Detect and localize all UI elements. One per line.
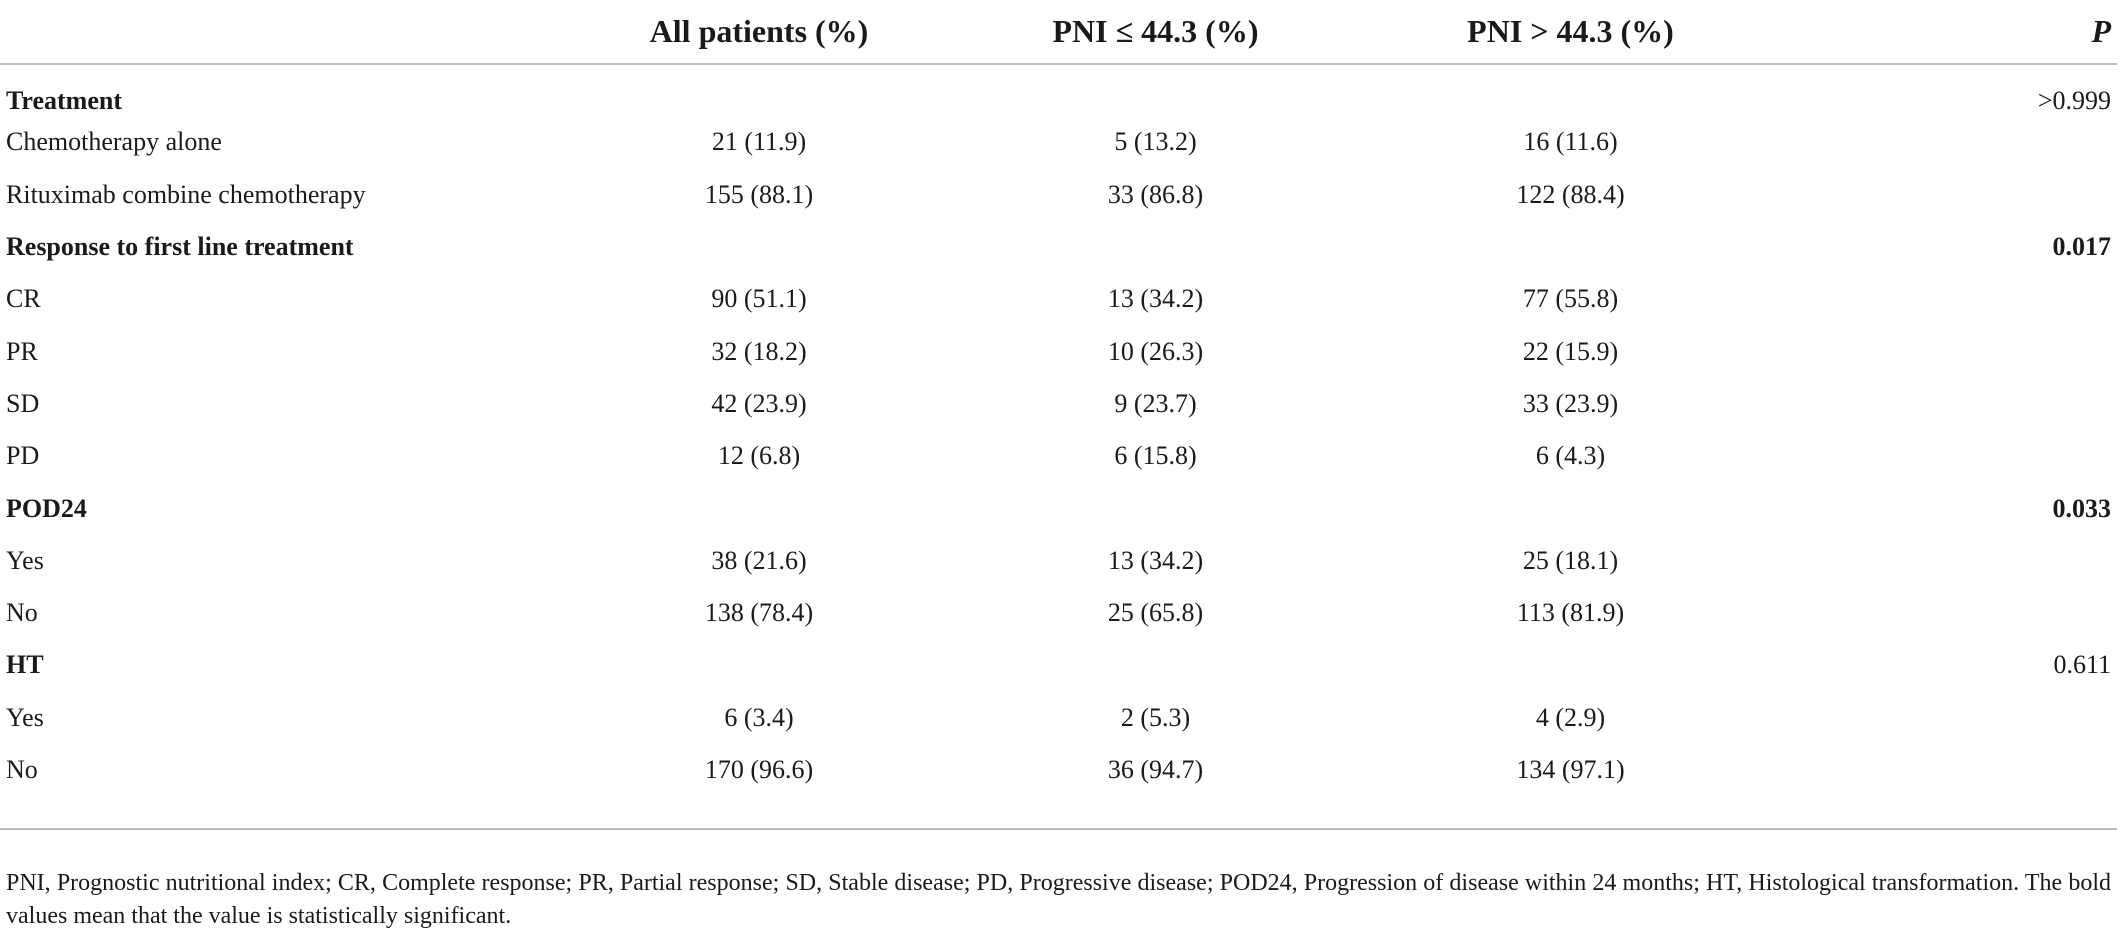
section-row	[0, 64, 2117, 116]
cell-pni-low: 2 (5.3)	[1120, 702, 1191, 732]
table-row	[0, 744, 2117, 796]
cell-all-patients: 170 (96.6)	[704, 755, 814, 784]
row-label: CR	[6, 284, 41, 314]
cell-all-patients: 6 (3.4)	[724, 702, 794, 732]
table-row	[0, 325, 2117, 377]
header-p-value: P	[1788, 0, 2117, 64]
cell-pni-low: 6 (15.8)	[1114, 441, 1197, 471]
section-label: POD24	[6, 493, 87, 523]
cell-pni-high: 6 (4.3)	[1535, 441, 1606, 471]
cell-pni-low: 5 (13.2)	[1114, 127, 1197, 157]
cell-pni-low: 9 (23.7)	[1114, 388, 1197, 418]
cell-pni-low: 33 (86.8)	[1107, 179, 1204, 209]
cell-p-value	[1788, 325, 2117, 377]
cell-pni-high	[1353, 482, 1788, 534]
cell-all-patients: 90 (51.1)	[711, 284, 807, 314]
cell-pni-low	[958, 639, 1353, 691]
cell-p-value	[1788, 378, 2117, 430]
cell-pni-high	[1353, 64, 1788, 116]
cell-pni-high: 134 (97.1)	[1516, 755, 1625, 784]
cell-all-patients: 42 (23.9)	[711, 388, 807, 418]
cell-p-value	[1788, 169, 2117, 221]
section-row	[0, 639, 2117, 691]
cell-pni-high: 122 (88.4)	[1516, 179, 1625, 209]
cell-pni-low: 36 (94.7)	[1107, 755, 1204, 784]
row-label: Yes	[6, 702, 44, 732]
row-label: Chemotherapy alone	[6, 127, 222, 157]
cell-p-value	[1788, 744, 2117, 796]
row-label: Rituximab combine chemotherapy	[6, 179, 366, 209]
header-pni-high: PNI > 44.3 (%)	[1353, 0, 1788, 64]
cell-pni-high: 33 (23.9)	[1522, 388, 1619, 418]
section-label: Response to first line treatment	[6, 232, 354, 262]
section-label: HT	[6, 650, 44, 680]
cell-pni-low: 25 (65.8)	[1107, 598, 1204, 628]
cell-pni-low	[958, 482, 1353, 534]
cell-pni-low: 10 (26.3)	[1107, 336, 1204, 366]
cell-p-value	[1788, 273, 2117, 325]
cell-p-value: 0.611	[2053, 650, 2111, 680]
cell-all-patients: 155 (88.1)	[704, 179, 814, 209]
cell-pni-high	[1353, 639, 1788, 691]
table-footnote: PNI, Prognostic nutritional index; CR, Complete response; PR, Partial response; SD, Stable disease; PD, Progressive disease; POD24, Progression of disease within 24 months; HT, Histological transformation. The bold values mean that the value is statistically significant.	[6, 870, 2111, 929]
cell-all-patients	[560, 221, 958, 273]
cell-pni-high	[1353, 221, 1788, 273]
row-label: No	[6, 598, 38, 628]
cell-all-patients: 38 (21.6)	[711, 545, 807, 575]
table-row	[0, 116, 2117, 168]
table-row	[0, 169, 2117, 221]
header-pni-low: PNI ≤ 44.3 (%)	[958, 0, 1353, 64]
cell-p-value	[1788, 535, 2117, 587]
cell-p-value	[1788, 692, 2117, 744]
cell-p-value	[1788, 116, 2117, 168]
cell-all-patients: 32 (18.2)	[711, 336, 807, 366]
row-label: PD	[6, 441, 40, 471]
cell-p-value	[1788, 587, 2117, 639]
cell-pni-low: 13 (34.2)	[1107, 545, 1204, 575]
table-row	[0, 273, 2117, 325]
cell-p-value: 0.017	[2052, 232, 2111, 262]
cell-p-value	[1788, 430, 2117, 482]
section-label: Treatment	[6, 85, 122, 115]
cell-all-patients: 138 (78.4)	[704, 598, 814, 628]
cell-all-patients	[560, 639, 958, 691]
cell-all-patients: 12 (6.8)	[717, 441, 801, 471]
cell-pni-low: 13 (34.2)	[1107, 284, 1204, 314]
cell-all-patients: 21 (11.9)	[711, 127, 807, 157]
table-row	[0, 692, 2117, 744]
cell-all-patients	[560, 64, 958, 116]
cell-pni-low	[958, 221, 1353, 273]
cell-p-value: 0.033	[2052, 493, 2111, 523]
cell-p-value: >0.999	[2037, 85, 2111, 115]
row-label: PR	[6, 336, 38, 366]
cell-all-patients	[560, 482, 958, 534]
header-all-patients: All patients (%)	[560, 0, 958, 64]
cell-pni-high: 113 (81.9)	[1516, 598, 1625, 628]
table-row	[0, 378, 2117, 430]
cell-pni-high: 22 (15.9)	[1522, 336, 1619, 366]
table-header-row	[0, 0, 2117, 64]
row-label: No	[6, 755, 38, 784]
section-row	[0, 482, 2117, 534]
table-body	[0, 64, 2117, 796]
table-bottom-rule	[0, 828, 2117, 830]
row-label: SD	[6, 388, 40, 418]
table-row	[0, 430, 2117, 482]
header-variable	[0, 0, 560, 64]
table-row	[0, 535, 2117, 587]
cell-pni-high: 25 (18.1)	[1522, 545, 1619, 575]
section-row	[0, 221, 2117, 273]
cell-pni-high: 77 (55.8)	[1522, 284, 1619, 314]
cell-pni-high: 4 (2.9)	[1535, 702, 1606, 732]
table-row	[0, 587, 2117, 639]
row-label: Yes	[6, 545, 44, 575]
cell-pni-high: 16 (11.6)	[1523, 127, 1618, 157]
cell-pni-low	[958, 64, 1353, 116]
